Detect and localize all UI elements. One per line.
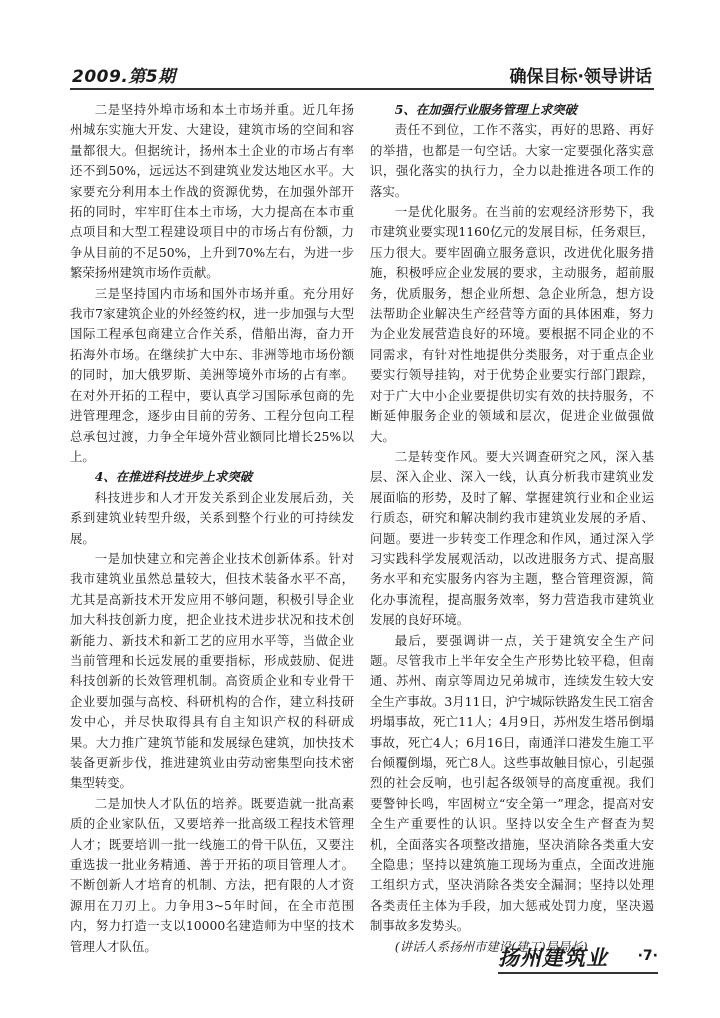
page-number: ·7· [637,948,658,964]
paragraph: 三是坚持国内市场和国外市场并重。充分用好我市7家建筑企业的外经签约权，进一步加强与大型国际工程承包商建立合作关系，借船出海，奋力开拓海外市场。在继续扩大中东、非洲等地市场份额的同时，加大俄罗斯、美洲等境外市场的占有率。在对外开拓的工程中，要认真学习国际承包商的先进管理理念，逐步由目前的劳务、工程分包向工程总承包过渡，力争全年境外营业额同比增长25%以上。 [70,285,354,464]
paragraph: 最后，要强调讲一点，关于建筑安全生产问题。尽管我市上半年安全生产形势比较平稳，但南通、苏州、南京等周边兄弟城市，连续发生较大安全生产事故。3月11日，沪宁城际铁路发生民工宿舍坍塌事故，死亡11人；4月9日，苏州发生塔吊倒塌事故，死亡4人；6月16日，南通洋口港发生施工平台倾覆倒塌，死亡8人。这些事故触目惊心，引起强烈的社会反响，也引起各级领导的高度重视。我们要警钟长鸣，牢固树立“安全第一”理念，提高对安全生产重要性的认识。坚持以安全生产督查为契机，全面落实各项整改措施，坚决消除各类重大安全隐患；坚持以建筑施工现场为重点，全面改进施工组织方式，坚决消除各类安全漏洞；坚持以处理各类责任主体为手段，加大惩戒处罚力度，坚决遏制事故多发势头。 [370,632,654,934]
paragraph: 一是加快建立和完善企业技术创新体系。针对我市建筑业虽然总量较大，但技术装备水平不高，尤其是高新技术开发应用不够问题，积极引导企业加大科技创新力度，把企业技术进步状况和技术创新能力、新技术和新工艺的应用水平等，当做企业当前管理和长远发展的重要指标，形成鼓励、促进科技创新的长效管理机制。高资质企业和专业骨干企业要加强与高校、科研机构的合作，建立科技研发中心，并尽快取得具有自主知识产权的科研成果。大力推广建筑节能和发展绿色建筑，加快技术装备更新步伐，推进建筑业由劳动密集型向技术密集型转变。 [70,550,354,791]
paragraph: 二是转变作风。要大兴调查研究之风，深入基层、深入企业、深入一线，认真分析我市建筑业发展面临的形势，及时了解、掌握建筑行业和企业运行质态，研究和解决制约我市建筑业发展的矛盾、问题。要进一步转变工作理念和作风，通过深入学习实践科学发展观活动，以改进服务方式、提高服务水平和充实服务内容为主题，整合管理资源，简化办事流程，提高服务效率，努力营造我市建筑业发展的良好环境。 [370,448,654,628]
magazine-logo: 扬州建筑业 [498,945,608,970]
footer-rule [498,972,658,974]
paragraph: 责任不到位，工作不落实，再好的思路、再好的举措，也都是一句空话。大家一定要强化落实意识，强化落实的执行力，全力以赴推进各项工作的落实。 [370,122,654,199]
section-heading: 4、在推进科技进步上求突破 [94,469,253,485]
left-column [70,100,354,957]
page-footer [498,940,658,976]
paragraph: 科技进步和人才开发关系到企业发展后劲，关系到建筑业转型升级，关系到整个行业的可持续发展。 [70,489,354,546]
paragraph: 一是优化服务。在当前的宏观经济形势下，我市建筑业要实现1160亿元的发展目标，任务艰巨，压力很大。要牢固确立服务意识，改进优化服务措施，积极呼应企业发展的要求，主动服务，超前服务，优质服务，想企业所想、急企业所急，想方设法帮助企业解决生产经营等方面的具体困难，努力为企业发展营造良好的环境。要根据不同企业的不同需求，有针对性地提供分类服务，对于重点企业要实行领导挂钩，对于优势企业要实行部门跟踪，对于广大中小企业要提供切实有效的扶持服务，不断延伸服务企业的领域和层次，促进企业做强做大。 [370,204,654,444]
author-signature: (讲话人系扬州市建设(建工)局局长) [394,938,588,954]
section-title: 确保目标·领导讲话 [509,67,652,87]
paragraph: 二是坚持外埠市场和本土市场并重。近几年扬州城东实施大开发、大建设，建筑市场的空间和容量都很大。但据统计，扬州本土企业的市场占有率还不到50%，远远达不到建筑业发达地区水平。大家要充分利用本土作战的资源优势，在加强外部开拓的同时，牢牢盯住本土市场，大力提高在本市重点项目和大型工程建设项目中的市场占有份额，力争从目前的不足50%，上升到70%左右，为进一步繁荣扬州建筑市场作贡献。 [70,102,354,281]
page-header [70,60,654,90]
issue-label: 2009.第5期 [72,67,176,87]
paragraph: 二是加快人才队伍的培养。既要造就一批高素质的企业家队伍，又要培养一批高级工程技术管理人才；既要培训一批一线施工的骨干队伍，又要注重选拔一批业务精通、善于开拓的项目管理人才。不断创新人才培育的机制、方法，把有限的人才资源用在刀刃上。力争用3~5年时间，在全市范围内，努力打造一支以10000名建造师为中坚的技术管理人才队伍。 [70,795,354,954]
section-heading: 5、在加强行业服务管理上求突破 [394,102,577,117]
right-column [370,100,654,957]
